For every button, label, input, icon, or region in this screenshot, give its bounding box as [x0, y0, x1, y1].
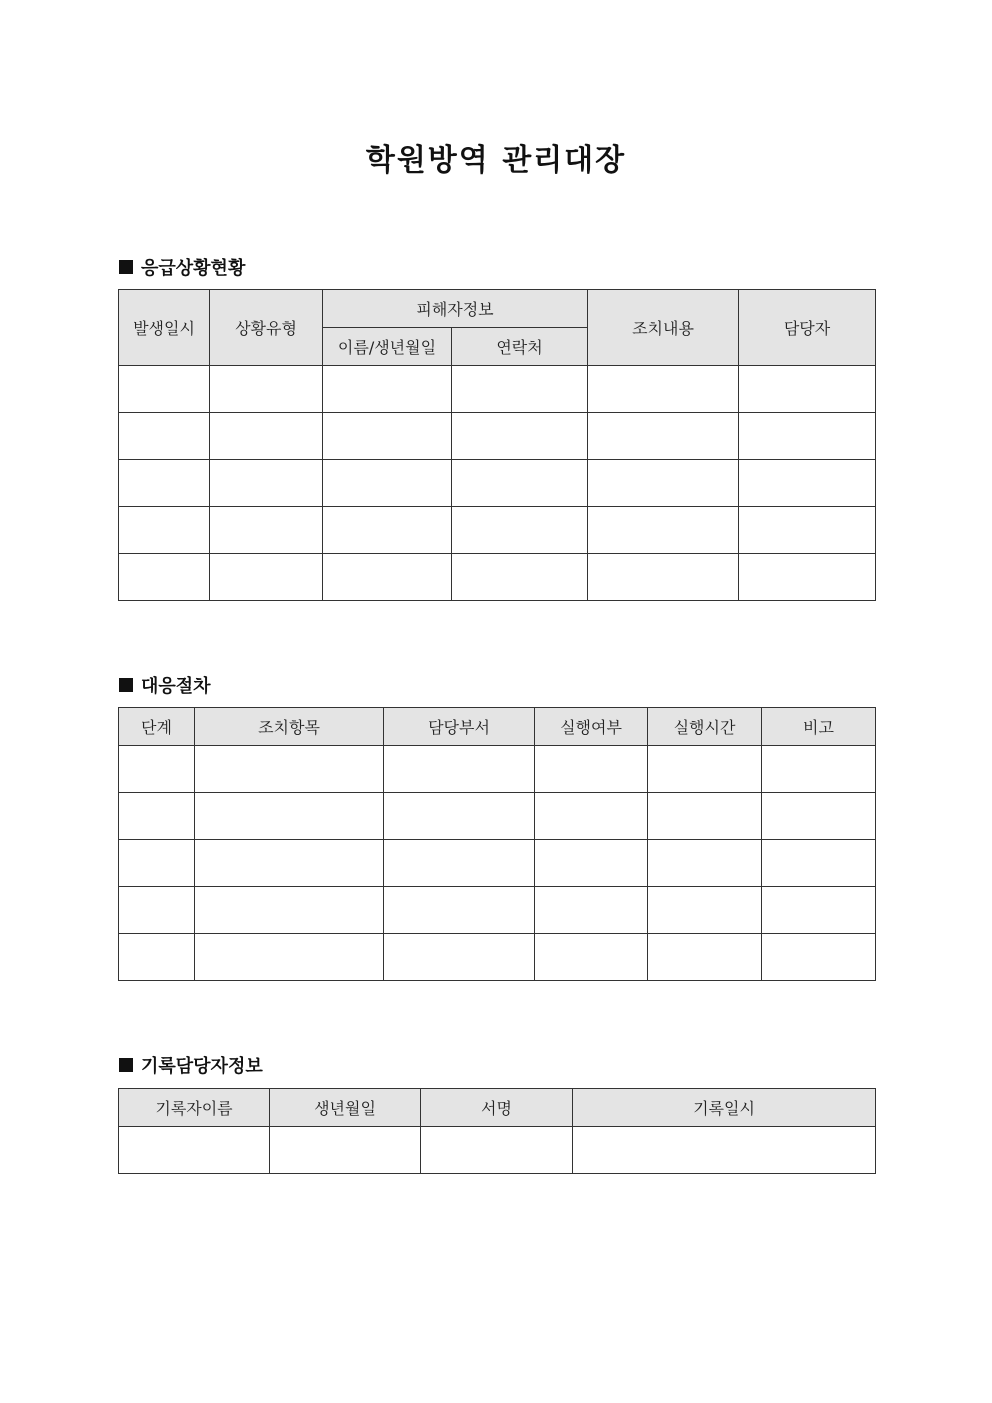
procedure-table [118, 707, 876, 981]
procedure-cell[interactable] [535, 746, 648, 793]
procedure-table-body [119, 746, 876, 981]
emergency-cell[interactable] [452, 366, 588, 413]
procedure-cell[interactable] [762, 840, 876, 887]
procedure-cell[interactable] [648, 746, 762, 793]
emergency-cell[interactable] [210, 460, 323, 507]
emergency-cell[interactable] [323, 460, 452, 507]
procedure-cell[interactable] [195, 746, 384, 793]
table-row [119, 746, 876, 793]
section-heading-label: 기록담당자정보 [141, 1056, 263, 1077]
procedure-cell[interactable] [535, 934, 648, 981]
emergency-table [118, 289, 876, 601]
emergency-cell[interactable] [119, 554, 210, 601]
header-occurred-at: 발생일시 [119, 290, 210, 366]
header-manager: 담당자 [739, 290, 876, 366]
procedure-cell[interactable] [648, 840, 762, 887]
header-step: 단계 [119, 708, 195, 746]
emergency-cell[interactable] [452, 507, 588, 554]
header-action: 조치내용 [588, 290, 739, 366]
procedure-cell[interactable] [535, 840, 648, 887]
procedure-cell[interactable] [384, 840, 535, 887]
header-department: 담당부서 [384, 708, 535, 746]
procedure-cell[interactable] [535, 793, 648, 840]
page-title: 학원방역 관리대장 [365, 143, 627, 178]
table-row [119, 934, 876, 981]
emergency-cell[interactable] [452, 413, 588, 460]
header-signature: 서명 [421, 1089, 573, 1127]
procedure-cell[interactable] [119, 934, 195, 981]
section-heading-recorder [119, 1052, 263, 1078]
header-situation-type: 상황유형 [210, 290, 323, 366]
procedure-cell[interactable] [648, 934, 762, 981]
header-remarks: 비고 [762, 708, 876, 746]
recorder-table [118, 1088, 876, 1174]
recorder-cell[interactable] [421, 1127, 573, 1174]
emergency-cell[interactable] [588, 460, 739, 507]
table-row [119, 507, 876, 554]
emergency-cell[interactable] [739, 413, 876, 460]
emergency-cell[interactable] [119, 507, 210, 554]
procedure-cell[interactable] [648, 793, 762, 840]
emergency-cell[interactable] [588, 554, 739, 601]
section-heading-label: 대응절차 [141, 676, 211, 697]
recorder-cell[interactable] [573, 1127, 876, 1174]
table-row [119, 887, 876, 934]
emergency-cell[interactable] [739, 460, 876, 507]
header-contact: 연락처 [452, 328, 588, 366]
emergency-cell[interactable] [452, 554, 588, 601]
procedure-cell[interactable] [384, 746, 535, 793]
procedure-cell[interactable] [119, 746, 195, 793]
recorder-cell[interactable] [119, 1127, 270, 1174]
emergency-cell[interactable] [323, 554, 452, 601]
table-row [119, 366, 876, 413]
table-row [119, 793, 876, 840]
header-name-birth: 이름/생년월일 [323, 328, 452, 366]
header-execution-time: 실행시간 [648, 708, 762, 746]
recorder-cell[interactable] [270, 1127, 421, 1174]
section-heading-label: 응급상황현황 [141, 258, 246, 279]
emergency-cell[interactable] [323, 366, 452, 413]
emergency-cell[interactable] [210, 554, 323, 601]
section-heading-procedure [119, 672, 211, 698]
emergency-table-body [119, 366, 876, 601]
procedure-cell[interactable] [384, 793, 535, 840]
table-row [119, 413, 876, 460]
table-row [119, 840, 876, 887]
procedure-cell[interactable] [762, 793, 876, 840]
table-row [119, 554, 876, 601]
procedure-cell[interactable] [195, 887, 384, 934]
procedure-cell[interactable] [119, 840, 195, 887]
header-recorder-name: 기록자이름 [119, 1089, 270, 1127]
procedure-cell[interactable] [648, 887, 762, 934]
recorder-table-body [119, 1127, 876, 1174]
emergency-cell[interactable] [588, 366, 739, 413]
header-record-datetime: 기록일시 [573, 1089, 876, 1127]
procedure-cell[interactable] [119, 887, 195, 934]
emergency-cell[interactable] [739, 507, 876, 554]
emergency-cell[interactable] [119, 413, 210, 460]
section-heading-emergency [119, 254, 245, 280]
procedure-cell[interactable] [195, 793, 384, 840]
procedure-cell[interactable] [384, 934, 535, 981]
emergency-cell[interactable] [119, 366, 210, 413]
header-birth-date: 생년월일 [270, 1089, 421, 1127]
table-row [119, 460, 876, 507]
emergency-cell[interactable] [452, 460, 588, 507]
header-victim-info: 피해자정보 [323, 290, 588, 328]
emergency-cell[interactable] [210, 366, 323, 413]
procedure-cell[interactable] [195, 840, 384, 887]
table-row [119, 1127, 876, 1174]
emergency-cell[interactable] [323, 413, 452, 460]
emergency-cell[interactable] [588, 413, 739, 460]
header-action-item: 조치항목 [195, 708, 384, 746]
emergency-cell[interactable] [739, 366, 876, 413]
procedure-cell[interactable] [195, 934, 384, 981]
procedure-cell[interactable] [384, 887, 535, 934]
emergency-cell[interactable] [119, 460, 210, 507]
procedure-cell[interactable] [762, 934, 876, 981]
procedure-cell[interactable] [762, 887, 876, 934]
emergency-cell[interactable] [210, 507, 323, 554]
procedure-cell[interactable] [535, 887, 648, 934]
square-bullet-icon [119, 678, 133, 692]
header-executed: 실행여부 [535, 708, 648, 746]
emergency-cell[interactable] [323, 507, 452, 554]
procedure-cell[interactable] [119, 793, 195, 840]
emergency-cell[interactable] [739, 554, 876, 601]
square-bullet-icon [119, 1058, 133, 1072]
emergency-cell[interactable] [210, 413, 323, 460]
emergency-cell[interactable] [588, 507, 739, 554]
procedure-cell[interactable] [762, 746, 876, 793]
square-bullet-icon [119, 260, 133, 274]
